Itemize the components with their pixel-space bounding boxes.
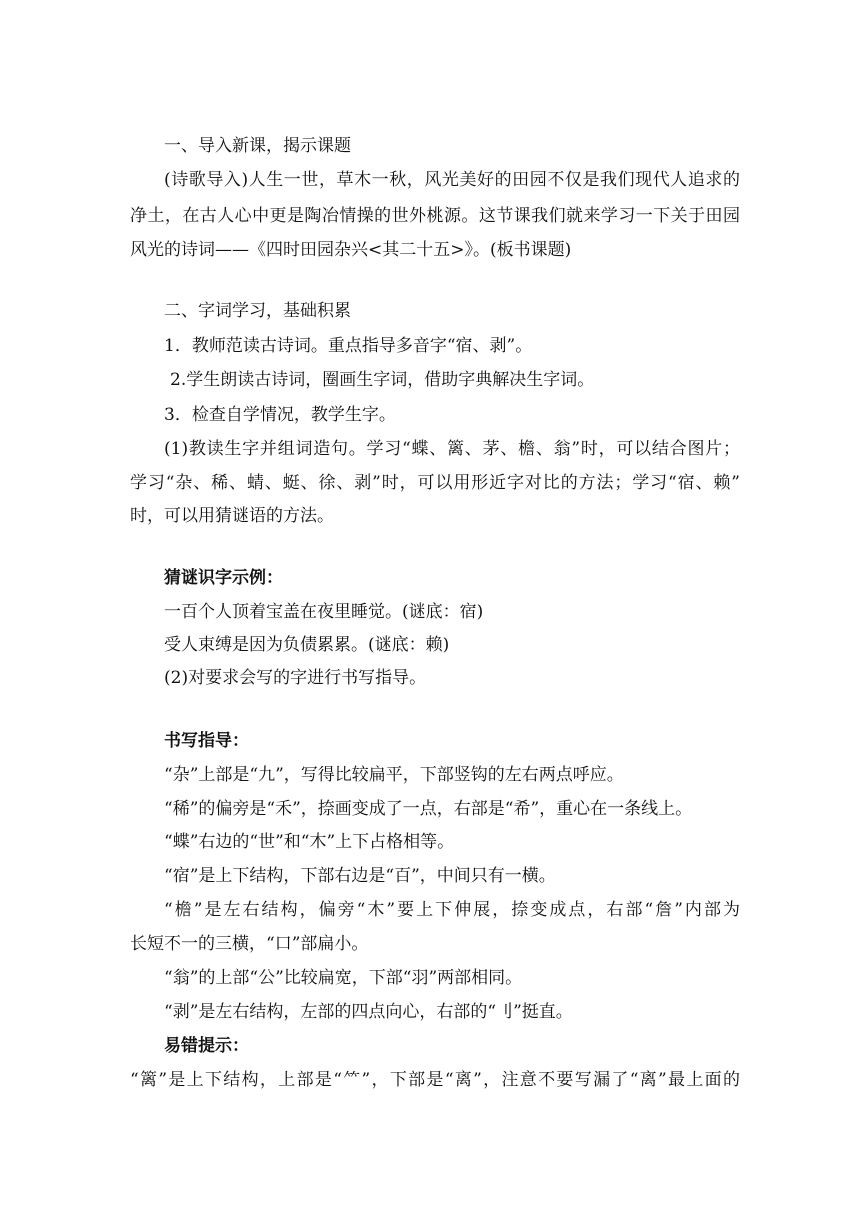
error-tips-line: “篱”是上下结构，上部是“⺮”，下部是“离”，注意不要写漏了“离”最上面的 <box>130 1070 740 1090</box>
riddle-item: 一百个人顶着宝盖在夜里睡觉。(谜底：宿) <box>164 602 484 622</box>
writing-guide-item: “剥”是左右结构，左部的四点向心，右部的“刂”挺直。 <box>164 1002 573 1022</box>
step-item: 1．教师范读古诗词。重点指导多音字“宿、剥”。 <box>164 336 533 356</box>
riddle-item: 受人束缚是因为负债累累。(谜底：赖) <box>164 635 450 655</box>
paragraph-line: (诗歌导入)人生一世，草木一秋，风光美好的田园不仅是我们现代人追求的 <box>164 170 740 190</box>
step-item: 2.学生朗读古诗词，圈画生字词，借助字典解决生字词。 <box>170 370 595 390</box>
writing-guide-item: “翁”的上部“公”比较扁宽，下部“羽”两部相同。 <box>164 968 523 988</box>
paragraph-line: 净土，在古人心中更是陶冶情操的世外桃源。这节课我们就来学习一下关于田园 <box>130 206 740 226</box>
error-tips-heading: 易错提示： <box>164 1036 249 1056</box>
section-heading-vocab: 二、字词学习，基础积累 <box>164 301 351 321</box>
riddle-heading: 猜谜识字示例： <box>164 568 283 588</box>
writing-guide-item: 长短不一的三横，“口”部扁小。 <box>130 934 369 954</box>
writing-guide-item: “蝶”右边的“世”和“木”上下占格相等。 <box>164 832 455 852</box>
writing-guide-item: “稀”的偏旁是“禾”，捺画变成了一点，右部是“希”，重心在一条线上。 <box>164 799 693 819</box>
writing-guide-heading: 书写指导： <box>164 731 249 751</box>
writing-guide-item: “宿”是上下结构，下部右边是“百”，中间只有一横。 <box>164 866 556 886</box>
paragraph-line: 风光的诗词——《四时田园杂兴<其二十五>》。(板书课题) <box>130 240 572 260</box>
writing-guide-item: “杂”上部是“九”，写得比较扁平，下部竖钩的左右两点呼应。 <box>164 765 624 785</box>
section-heading-intro: 一、导入新课，揭示课题 <box>164 136 351 156</box>
writing-guide-item: “檐”是左右结构，偏旁“木”要上下伸展，捺变成点，右部“詹”内部为 <box>164 900 740 920</box>
paragraph-line: 时，可以用猜谜语的方法。 <box>130 506 334 526</box>
paragraph-line: 学习“杂、稀、蜻、蜓、徐、剥”时，可以用形近字对比的方法；学习“宿、赖” <box>130 473 740 493</box>
step-item: 3．检查自学情况，教学生字。 <box>164 405 396 425</box>
paragraph-line: (1)教读生字并组词造句。学习“蝶、篱、茅、檐、翁”时，可以结合图片； <box>164 439 740 459</box>
step-item: (2)对要求会写的字进行书写指导。 <box>164 668 427 688</box>
